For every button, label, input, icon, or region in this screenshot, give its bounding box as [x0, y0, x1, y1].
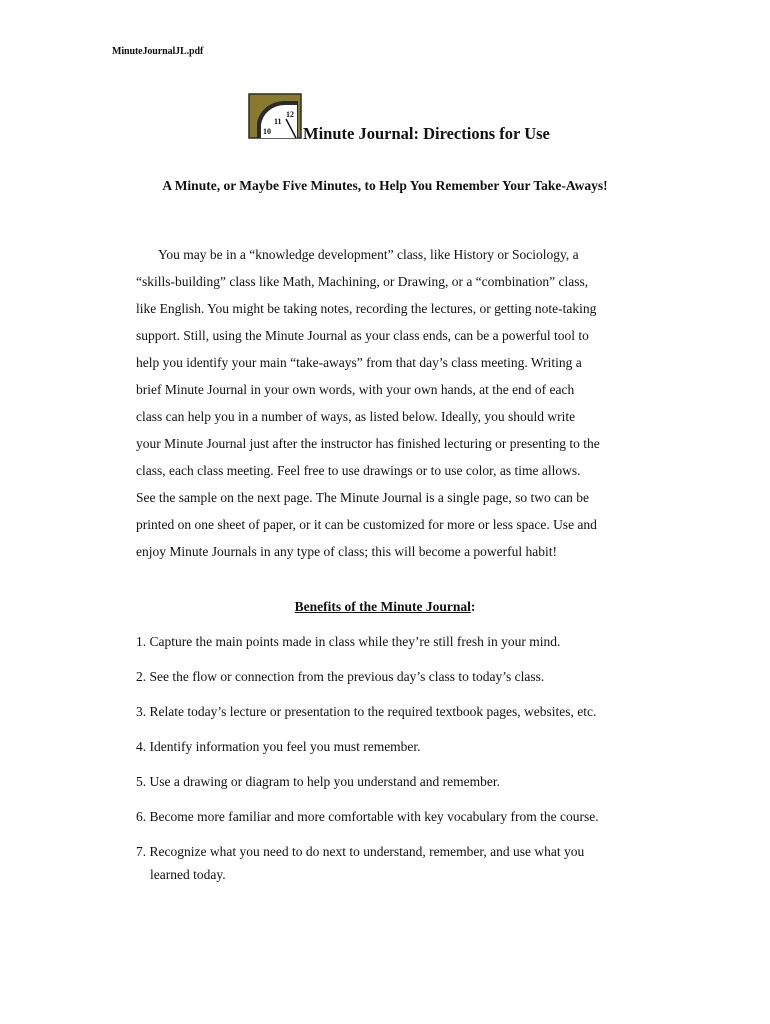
intro-line: like English. You might be taking notes, recording the lectures, or getting note-taking [136, 301, 597, 316]
page-subtitle: A Minute, or Maybe Five Minutes, to Help You Remember Your Take-Aways! [162, 178, 608, 193]
intro-line: class, each class meeting. Feel free to use drawings or to use color, as time allows. [136, 463, 581, 478]
benefits-heading [0, 599, 770, 615]
list-item [136, 737, 696, 756]
list-item-text: 1. Capture the main points made in class while they’re still fresh in your mind. [136, 634, 561, 649]
list-item [136, 702, 696, 721]
list-item-text: 3. Relate today’s lecture or presentation to the required textbook pages, websites, etc. [136, 704, 597, 719]
page-title: Minute Journal: Directions for Use [303, 124, 550, 143]
benefits-heading-colon: : [470, 599, 476, 614]
clock-number-11: 11 [274, 117, 282, 126]
list-item-text: 5. Use a drawing or diagram to help you understand and remember. [136, 774, 501, 789]
intro-line: printed on one sheet of paper, or it can be customized for more or less space. Use and [136, 517, 597, 532]
list-item [136, 667, 696, 686]
benefits-heading-text: Benefits of the Minute Journal [294, 599, 471, 614]
intro-paragraph [136, 241, 666, 565]
list-item [136, 807, 696, 826]
list-item-text-continued: learned today. [150, 867, 226, 882]
intro-line: support. Still, using the Minute Journal as your class ends, can be a powerful tool to [136, 328, 589, 343]
benefits-list [136, 632, 696, 904]
list-item-text: 7. Recognize what you need to do next to understand, remember, and use what you [136, 844, 585, 859]
clock-number-10: 10 [263, 127, 271, 136]
list-item [136, 632, 696, 651]
intro-line: brief Minute Journal in your own words, with your own hands, at the end of each [136, 382, 575, 397]
list-item [136, 772, 696, 791]
clock-icon [248, 93, 302, 139]
clock-number-12: 12 [286, 110, 294, 119]
list-item [136, 842, 696, 888]
intro-line: your Minute Journal just after the instructor has finished lecturing or presenting to the [136, 436, 600, 451]
intro-line: class can help you in a number of ways, as listed below. Ideally, you should write [136, 409, 576, 424]
list-item-text: 6. Become more familiar and more comfortable with key vocabulary from the course. [136, 809, 599, 824]
intro-line: See the sample on the next page. The Minute Journal is a single page, so two can be [136, 490, 590, 505]
list-item-text: 4. Identify information you feel you must remember. [136, 739, 421, 754]
intro-line: You may be in a “knowledge development” class, like History or Sociology, a [158, 247, 579, 262]
list-item-text: 2. See the flow or connection from the previous day’s class to today’s class. [136, 669, 545, 684]
file-name: MinuteJournalJL.pdf [112, 46, 204, 57]
intro-line: help you identify your main “take-aways” from that day’s class meeting. Writing a [136, 355, 582, 370]
intro-line: enjoy Minute Journals in any type of class; this will become a powerful habit! [136, 544, 558, 559]
intro-line: “skills-building” class like Math, Machining, or Drawing, or a “combination” class, [136, 274, 589, 289]
